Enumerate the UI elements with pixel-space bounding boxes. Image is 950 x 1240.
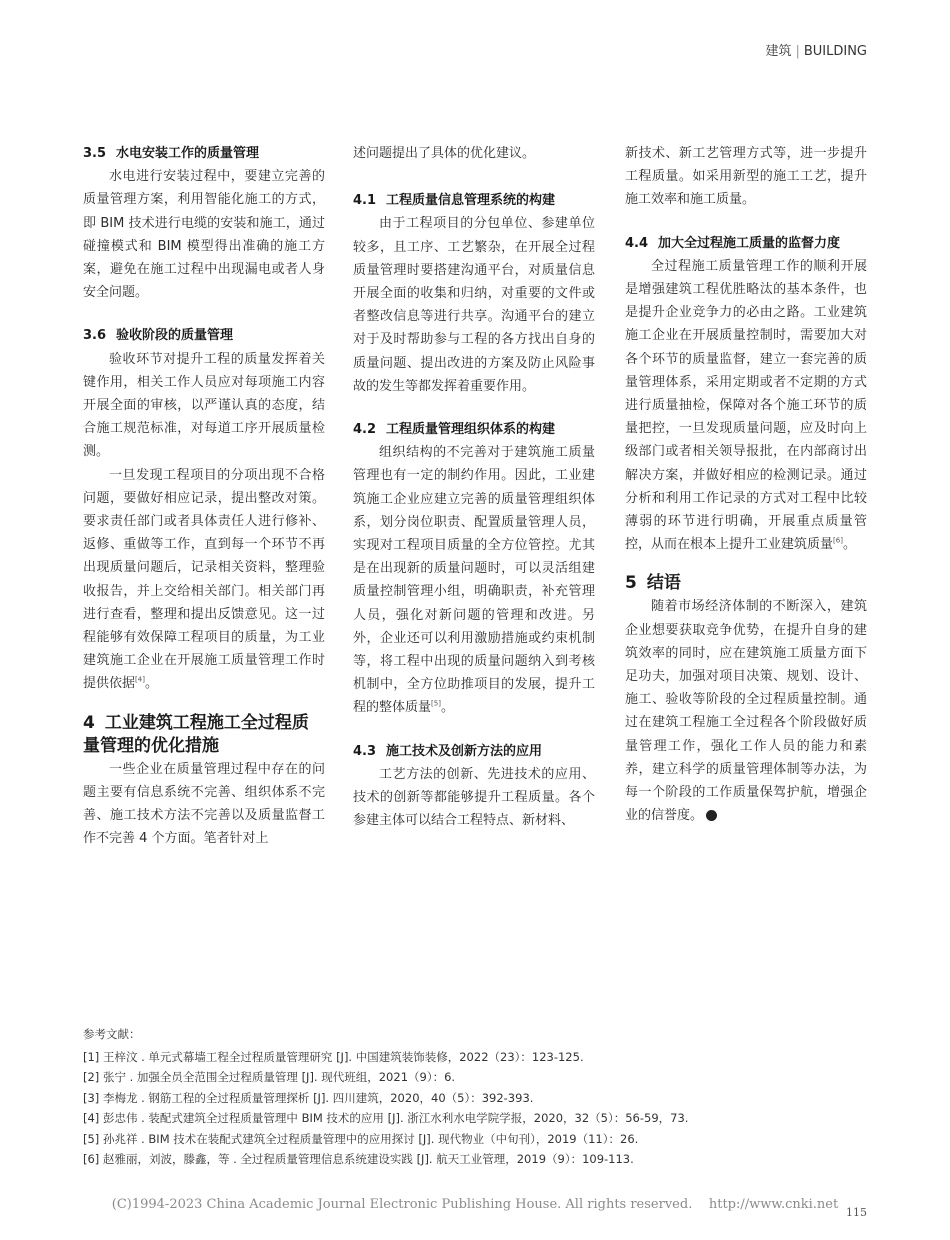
paragraph: 工艺方法的创新、先进技术的应用、技术的创新等都能够提升工程质量。各个参建主体可以结合工程特点、新材料、 [353,766,595,829]
reference-item: [1] 王梓汶 . 单元式幕墙工程全过程质量管理研究 [J]. 中国建筑装饰装修，2022（23）：123-125. [83,1049,584,1064]
references-title: 参考文献： [83,1027,141,1041]
paragraph-continued: 述问题提出了具体的优化建议。 [353,146,536,161]
reference-item: [6] 赵雅丽，刘波，滕鑫，等 . 全过程质量管理信息系统建设实践 [J]. 航天工业管理，2019（9）：109-113. [83,1152,634,1166]
paragraph: 组织结构的不完善对于建筑施工质量管理也有一定的制约作用。因此，工业建筑施工企业应建立完善的质量管理组织体系，划分岗位职责、配置质量管理人员，实现对工程项目质量的全方位管控。尤其是在出现新的质量问题时，可以灵活组建质量控制管理小组，明确职责，补充管理人员，强化对新问题的管理和改进。另外，企业还可以利用激励措施或约束机制等，将工程中出现的质量问题纳入到考核机制中，全方位助推项目的发展，提升工程的整体质量[5]。 [353,445,595,716]
column-1 [83,142,325,850]
heading-4-4: 4.4 加大全过程施工质量的监督力度 [625,235,841,251]
heading-4-1: 4.1 工程质量信息管理系统的构建 [353,193,556,209]
references [83,1024,863,1170]
heading-5: 5 结语 [625,573,681,594]
running-head [765,40,867,59]
reference-item: [2] 张宁 . 加强全员全范围全过程质量管理 [J]. 现代班组，2021（9）：6. [83,1070,456,1084]
reference-item: [4] 彭忠伟 . 装配式建筑全过程质量管理中 BIM 技术的应用 [J]. 浙江水利水电学院学报，2020，32（5）：56-59，73. [83,1111,689,1125]
paragraph: 随着市场经济体制的不断深入，建筑企业想要获取竞争优势，在提升自身的建筑效率的同时，应在建筑施工质量方面下足功夫，加强对项目决策、规划、设计、施工、验收等阶段的全过程质量控制。通过在建筑工程施工全过程各个阶段做好质量管理工作，强化工作人员的能力和素养，建立科学的质量管理体制等办法，为每一个阶段的工作质量保驾护航，增强企业的信誉度。 k [625,599,867,824]
section-label-cn: 建筑 [765,44,792,59]
page-number: 115 [846,1206,867,1219]
column-3 [625,142,867,827]
section-label-en: BUILDING [803,44,867,59]
heading-3-5: 3.5 水电安装工作的质量管理 [83,146,260,161]
paragraph: 由于工程项目的分包单位、参建单位较多，且工序、工艺繁杂，在开展全过程质量管理时要搭建沟通平台，对质量信息开展全面的收集和归纳，对重要的文件或者整改信息等进行共享。沟通平台的建立对于及时帮助参与工程的各方找出自身的质量问题、提出改进的方案及防止风险事故的发生等都发挥着重要作用。 [353,216,595,394]
citation: [6] [833,536,843,545]
heading-4-3: 4.3 施工技术及创新方法的应用 [353,743,543,759]
paragraph: 全过程施工质量管理工作的顺利开展是增强建筑工程优胜略汰的基本条件，也是提升企业竞争力的必由之路。工业建筑施工企业在开展质量控制时，需要加大对各个环节的质量监督，建立一套完善的质量管理体系，采用定期或者不定期的方式进行质量抽检，保障对各个施工环节的质量把控，一旦发现质量问题，应及时向上级部门或者相关领导报批，在内部商讨出解决方案，并做好相应的检测记录。通过分析和利用工作记录的方式对工程中比较薄弱的环节进行明确，开展重点质量管控，从而在根本上提升工业建筑质量[6]。 [625,258,867,553]
end-of-article-icon: k [706,810,717,821]
paragraph: 验收环节对提升工程的质量发挥着关键作用，相关工作人员应对每项施工内容开展全面的审核，以严谨认真的态度，结合施工规范标准，对每道工序开展质量检测。 [83,351,325,460]
citation: [4] [135,676,145,685]
paragraph: 一些企业在质量管理过程中存在的问题主要有信息系统不完善、组织体系不完善、施工技术方法不完善以及质量监督工作不完善 4 个方面。笔者针对上 [83,761,325,847]
paragraph-continued: 新技术、新工艺管理方式等，进一步提升工程质量。如采用新型的施工工艺，提升施工效率和施工质量。 [625,146,867,208]
paragraph: 一旦发现工程项目的分项出现不合格问题，要做好相应记录，提出整改对策。要求责任部门或者具体责任人进行修补、返修、重做等工作，直到每一个环节不再出现质量问题后，记录相关资料，整理验收报告，并上交给相关部门。相关部门再进行查看，整理和提出反馈意见。这一过程能够有效保障工程项目的质量，为工业建筑施工企业在开展施工质量管理工作时提供依据[4]。 [83,467,325,692]
paragraph: 水电进行安装过程中，要建立完善的质量管理方案，利用智能化施工的方式，即 BIM 技术进行电缆的安装和施工，通过碰撞模式和 BIM 模型得出准确的施工方案，避免在施工过程中出现漏电或者人身安全问题。 [83,169,325,301]
heading-3-6: 3.6 验收阶段的质量管理 [83,328,234,344]
reference-item: [3] 李梅龙 . 钢筋工程的全过程质量管理探析 [J]. 四川建筑，2020，40（5）：392-393. [83,1090,534,1105]
copyright-notice: (C)1994-2023 China Academic Journal Electronic Publishing House. All rights reserved. http://www.cnki.net [111,1197,839,1212]
column-2 [353,142,595,832]
heading-4: 4 工业建筑工程施工全过程质量管理的优化措施 [83,712,309,756]
reference-item: [5] 孙兆祥 . BIM 技术在装配式建筑全过程质量管理中的应用探讨 [J]. 现代物业（中旬刊），2019（11）：26. [83,1131,639,1146]
separator: | [795,44,800,59]
heading-4-2: 4.2 工程质量管理组织体系的构建 [353,422,556,438]
citation: [5] [431,700,441,709]
